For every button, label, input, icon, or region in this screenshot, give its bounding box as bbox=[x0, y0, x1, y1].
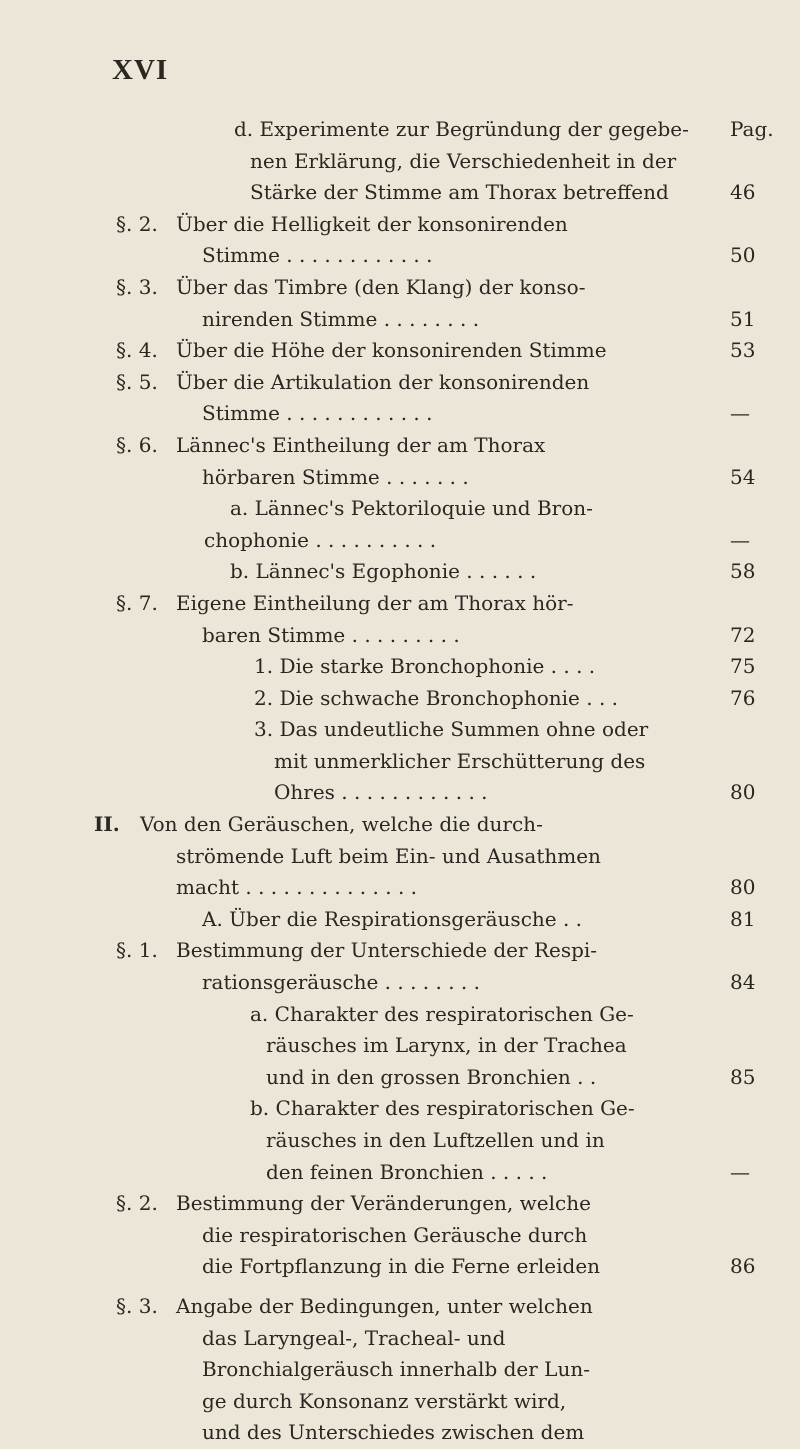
toc-entry bbox=[94, 588, 774, 651]
toc-entry bbox=[94, 999, 774, 1094]
toc-entry-line: die Fortpflanzung in die Ferne erleiden bbox=[202, 1254, 601, 1279]
toc-entry-line: nirenden Stimme . . . . . . . . bbox=[202, 306, 480, 331]
section-marker: §. 2. bbox=[116, 211, 158, 236]
toc-page-number: 84 bbox=[730, 970, 756, 995]
toc-entry bbox=[94, 683, 774, 715]
toc-entry-line: d. Experimente zur Begründung der gegebe- bbox=[234, 117, 689, 141]
section-marker: §. 3. bbox=[116, 1293, 158, 1318]
toc-entry bbox=[94, 651, 774, 683]
toc-page-number: 53 bbox=[730, 338, 756, 363]
section-marker: §. 4. bbox=[116, 338, 158, 363]
toc-page-number: 51 bbox=[730, 306, 756, 331]
toc-page-number: 81 bbox=[730, 906, 756, 931]
toc-page-number: — bbox=[730, 527, 750, 552]
toc-page-number: — bbox=[730, 1159, 750, 1184]
toc-page-number: 54 bbox=[730, 464, 756, 489]
toc-entry-line: strömende Luft beim Ein- und Ausathmen bbox=[176, 843, 601, 868]
toc-page-number: 72 bbox=[730, 622, 756, 647]
toc-entry-line: Lännec's Eintheilung der am Thorax bbox=[176, 432, 546, 457]
toc-entry-line: Bestimmung der Unterschiede der Respi- bbox=[176, 938, 598, 963]
toc-entry-line: und des Unterschiedes zwischen dem bbox=[202, 1420, 585, 1445]
toc-entry-line: den feinen Bronchien . . . . . bbox=[266, 1159, 548, 1184]
toc-entry-line: A. Über die Respirationsgeräusche . . bbox=[202, 906, 583, 931]
toc-entry-line: baren Stimme . . . . . . . . . bbox=[202, 622, 460, 647]
toc-entry bbox=[94, 430, 774, 493]
toc-entry-line: die respiratorischen Geräusche durch bbox=[202, 1222, 588, 1247]
section-marker: §. 2. bbox=[116, 1191, 158, 1216]
toc-entry bbox=[94, 1188, 774, 1283]
toc-entry bbox=[94, 335, 774, 367]
toc-page-number: — bbox=[730, 401, 750, 426]
toc-pag-heading: Pag. bbox=[730, 117, 774, 141]
toc-entry-line: räusches im Larynx, in der Trachea bbox=[266, 1033, 627, 1058]
toc-entry-line: Bronchialgeräusch innerhalb der Lun- bbox=[202, 1357, 590, 1382]
toc-page-number: 80 bbox=[730, 875, 756, 900]
toc-entry-line: ge durch Konsonanz verstärkt wird, bbox=[202, 1388, 567, 1413]
section-marker: §. 7. bbox=[116, 590, 158, 615]
toc-entry-line: chophonie . . . . . . . . . . bbox=[204, 527, 437, 552]
toc-entry bbox=[94, 367, 774, 430]
toc-page-number: 46 bbox=[730, 180, 756, 205]
toc-page-number: 50 bbox=[730, 243, 756, 268]
toc-entry bbox=[94, 556, 774, 588]
toc-entry-line: 2. Die schwache Bronchophonie . . . bbox=[254, 685, 619, 710]
toc-entry-line: Über die Höhe der konsonirenden Stimme bbox=[176, 338, 607, 363]
toc-entry bbox=[94, 904, 774, 936]
toc-page-number: 75 bbox=[730, 654, 756, 679]
toc-entry bbox=[94, 493, 774, 556]
toc-entry bbox=[94, 272, 774, 335]
toc-page-number: 58 bbox=[730, 559, 756, 584]
table-of-contents bbox=[94, 114, 774, 1449]
toc-entry bbox=[94, 809, 774, 904]
toc-entry-line: a. Lännec's Pektoriloquie und Bron- bbox=[230, 496, 593, 521]
section-marker: §. 3. bbox=[116, 274, 158, 299]
section-marker: §. 1. bbox=[116, 938, 158, 963]
toc-entry-line: Stimme . . . . . . . . . . . . bbox=[202, 243, 433, 268]
toc-entry-line: hörbaren Stimme . . . . . . . bbox=[202, 464, 469, 489]
toc-entry-line: mit unmerklicher Erschütterung des bbox=[274, 748, 646, 773]
toc-page-number: 85 bbox=[730, 1064, 756, 1089]
toc-entry bbox=[94, 935, 774, 998]
toc-entry-line: Ohres . . . . . . . . . . . . bbox=[274, 780, 488, 805]
toc-entry bbox=[94, 714, 774, 809]
toc-entry-line: Über die Helligkeit der konsonirenden bbox=[176, 211, 568, 236]
toc-entry-line: a. Charakter des respiratorischen Ge- bbox=[250, 1001, 634, 1026]
toc-entry-line: Stimme . . . . . . . . . . . . bbox=[202, 401, 433, 426]
toc-entry-line: und in den grossen Bronchien . . bbox=[266, 1064, 597, 1089]
toc-entry-line: b. Lännec's Egophonie . . . . . . bbox=[230, 559, 537, 584]
toc-entry-line: 3. Das undeutliche Summen ohne oder bbox=[254, 717, 649, 742]
section-marker: §. 5. bbox=[116, 369, 158, 394]
toc-entry-line: das Laryngeal-, Tracheal- und bbox=[202, 1325, 506, 1350]
toc-entry bbox=[94, 114, 774, 209]
toc-page-number: 86 bbox=[730, 1254, 756, 1279]
toc-entry-line: 1. Die starke Bronchophonie . . . . bbox=[254, 654, 596, 679]
toc-entry-line: Stärke der Stimme am Thorax betreffend bbox=[250, 180, 669, 205]
toc-entry-line: Über die Artikulation der konsonirenden bbox=[176, 369, 590, 394]
toc-page-number: 80 bbox=[730, 780, 756, 805]
toc-entry-line: macht . . . . . . . . . . . . . . bbox=[176, 875, 418, 900]
toc-entry-line: b. Charakter des respiratorischen Ge- bbox=[250, 1096, 635, 1121]
toc-page-number: 76 bbox=[730, 685, 756, 710]
toc-entry-line: Über das Timbre (den Klang) der konso- bbox=[176, 274, 586, 299]
toc-entry-line: Von den Geräuschen, welche die durch- bbox=[140, 812, 543, 837]
toc-entry-line: rationsgeräusche . . . . . . . . bbox=[202, 970, 481, 995]
toc-entry bbox=[94, 209, 774, 272]
toc-entry bbox=[94, 1093, 774, 1188]
toc-entry bbox=[94, 1291, 774, 1449]
page-number: XVI bbox=[112, 54, 169, 86]
section-marker: II. bbox=[94, 812, 120, 837]
toc-entry-line: räusches in den Luftzellen und in bbox=[266, 1128, 605, 1152]
toc-entry-line: Bestimmung der Veränderungen, welche bbox=[176, 1191, 591, 1216]
toc-entry-line: nen Erklärung, die Verschiedenheit in der bbox=[250, 148, 677, 173]
toc-entry-line: Eigene Eintheilung der am Thorax hör- bbox=[176, 590, 574, 615]
toc-entry-line: Angabe der Bedingungen, unter welchen bbox=[176, 1293, 593, 1318]
section-marker: §. 6. bbox=[116, 432, 158, 457]
